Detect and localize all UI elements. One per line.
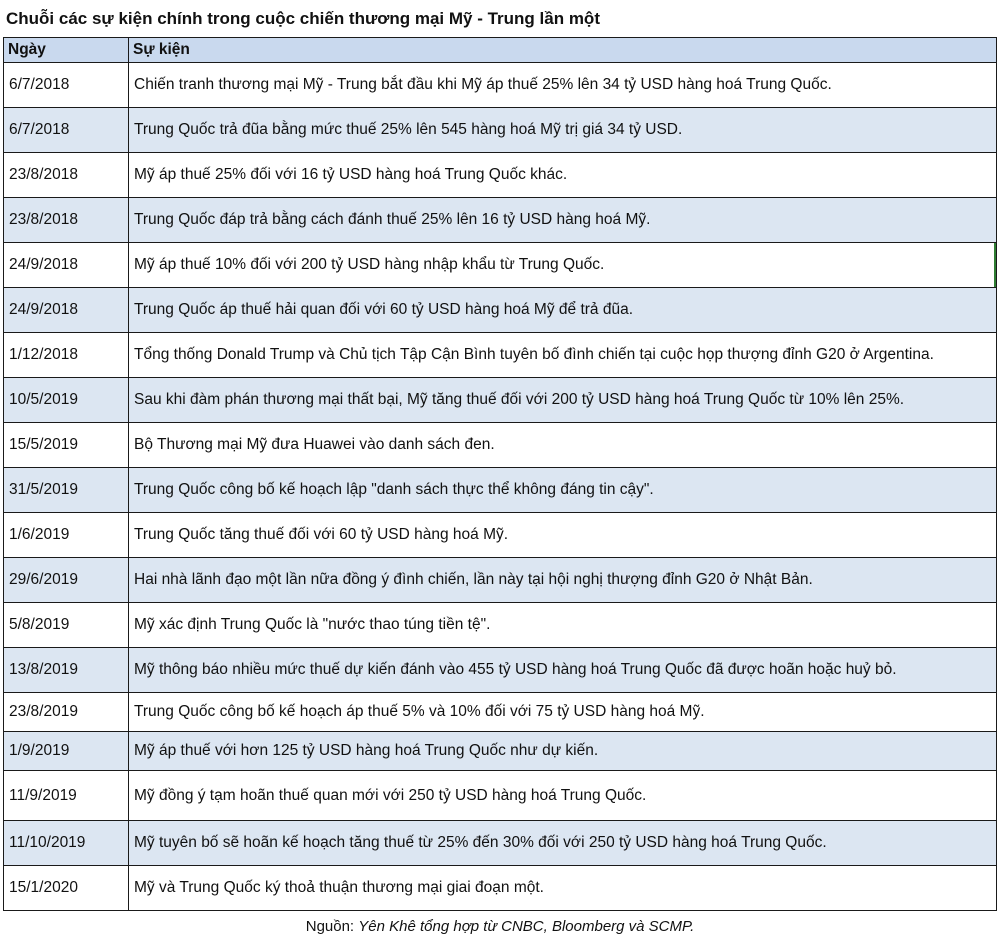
row-date: 1/6/2019 bbox=[4, 513, 129, 558]
row-event: Trung Quốc tăng thuế đối với 60 tỷ USD hàng hoá Mỹ. bbox=[129, 513, 997, 558]
row-event: Hai nhà lãnh đạo một lần nữa đồng ý đình chiến, lần này tại hội nghị thượng đỉnh G20 ở Nhật Bản. bbox=[129, 558, 997, 603]
row-event: Mỹ tuyên bố sẽ hoãn kế hoạch tăng thuế từ 25% đến 30% đối với 250 tỷ USD hàng hoá Trung Quốc. bbox=[129, 821, 997, 866]
table-row bbox=[4, 243, 997, 288]
row-event: Mỹ đồng ý tạm hoãn thuế quan mới với 250 tỷ USD hàng hoá Trung Quốc. bbox=[129, 771, 997, 821]
row-date: 6/7/2018 bbox=[4, 63, 129, 108]
row-event: Mỹ áp thuế 25% đối với 16 tỷ USD hàng hoá Trung Quốc khác. bbox=[129, 153, 997, 198]
row-event: Mỹ thông báo nhiều mức thuế dự kiến đánh vào 455 tỷ USD hàng hoá Trung Quốc đã được hoãn hoặc huỷ bỏ. bbox=[129, 648, 997, 693]
row-event: Mỹ áp thuế với hơn 125 tỷ USD hàng hoá Trung Quốc như dự kiến. bbox=[129, 732, 997, 771]
row-event: Sau khi đàm phán thương mại thất bại, Mỹ tăng thuế đối với 200 tỷ USD hàng hoá Trung Quốc từ 10% lên 25%. bbox=[129, 378, 997, 423]
row-date: 13/8/2019 bbox=[4, 648, 129, 693]
row-date: 23/8/2019 bbox=[4, 693, 129, 732]
source-note bbox=[0, 918, 1000, 935]
source-text: Yên Khê tổng hợp từ CNBC, Bloomberg và SCMP. bbox=[358, 918, 695, 935]
row-date: 15/5/2019 bbox=[4, 423, 129, 468]
row-event: Trung Quốc áp thuế hải quan đối với 60 tỷ USD hàng hoá Mỹ để trả đũa. bbox=[129, 288, 997, 333]
source-label: Nguồn: bbox=[305, 918, 359, 935]
column-header-date: Ngày bbox=[4, 38, 129, 63]
row-event: Trung Quốc công bố kế hoạch áp thuế 5% và 10% đối với 75 tỷ USD hàng hoá Mỹ. bbox=[129, 693, 997, 732]
column-header-event: Sự kiện bbox=[129, 38, 997, 63]
row-date: 5/8/2019 bbox=[4, 603, 129, 648]
table-row bbox=[4, 648, 997, 693]
row-date: 31/5/2019 bbox=[4, 468, 129, 513]
row-event: Mỹ áp thuế 10% đối với 200 tỷ USD hàng nhập khẩu từ Trung Quốc. bbox=[129, 243, 997, 288]
table-row bbox=[4, 693, 997, 732]
table-row bbox=[4, 198, 997, 243]
table-header-row bbox=[4, 38, 997, 63]
row-date: 1/12/2018 bbox=[4, 333, 129, 378]
table-row bbox=[4, 513, 997, 558]
row-date: 11/9/2019 bbox=[4, 771, 129, 821]
row-event: Mỹ xác định Trung Quốc là "nước thao túng tiền tệ". bbox=[129, 603, 997, 648]
row-date: 23/8/2018 bbox=[4, 153, 129, 198]
row-date: 10/5/2019 bbox=[4, 378, 129, 423]
row-event: Mỹ và Trung Quốc ký thoả thuận thương mại giai đoạn một. bbox=[129, 866, 997, 911]
table-row bbox=[4, 108, 997, 153]
row-date: 11/10/2019 bbox=[4, 821, 129, 866]
table-row bbox=[4, 771, 997, 821]
table-row bbox=[4, 423, 997, 468]
row-event: Chiến tranh thương mại Mỹ - Trung bắt đầu khi Mỹ áp thuế 25% lên 34 tỷ USD hàng hoá Trung Quốc. bbox=[129, 63, 997, 108]
table-row bbox=[4, 821, 997, 866]
table-row bbox=[4, 558, 997, 603]
table-row bbox=[4, 288, 997, 333]
table-row bbox=[4, 603, 997, 648]
row-event: Trung Quốc trả đũa bằng mức thuế 25% lên 545 hàng hoá Mỹ trị giá 34 tỷ USD. bbox=[129, 108, 997, 153]
table-row bbox=[4, 378, 997, 423]
table-row bbox=[4, 732, 997, 771]
events-table bbox=[3, 37, 997, 911]
table-row bbox=[4, 866, 997, 911]
row-event: Trung Quốc công bố kế hoạch lập "danh sách thực thể không đáng tin cậy". bbox=[129, 468, 997, 513]
page-title: Chuỗi các sự kiện chính trong cuộc chiến thương mại Mỹ - Trung lần một bbox=[6, 9, 600, 28]
row-event: Bộ Thương mại Mỹ đưa Huawei vào danh sách đen. bbox=[129, 423, 997, 468]
row-date: 23/8/2018 bbox=[4, 198, 129, 243]
row-date: 24/9/2018 bbox=[4, 288, 129, 333]
table-row bbox=[4, 153, 997, 198]
selected-cell-marker bbox=[994, 243, 996, 287]
table-row bbox=[4, 63, 997, 108]
table-row bbox=[4, 468, 997, 513]
row-date: 1/9/2019 bbox=[4, 732, 129, 771]
row-date: 24/9/2018 bbox=[4, 243, 129, 288]
row-event: Trung Quốc đáp trả bằng cách đánh thuế 25% lên 16 tỷ USD hàng hoá Mỹ. bbox=[129, 198, 997, 243]
row-date: 29/6/2019 bbox=[4, 558, 129, 603]
row-date: 15/1/2020 bbox=[4, 866, 129, 911]
row-date: 6/7/2018 bbox=[4, 108, 129, 153]
table-row bbox=[4, 333, 997, 378]
row-event: Tổng thống Donald Trump và Chủ tịch Tập Cận Bình tuyên bố đình chiến tại cuộc họp thượng đỉnh G20 ở Argentina. bbox=[129, 333, 997, 378]
